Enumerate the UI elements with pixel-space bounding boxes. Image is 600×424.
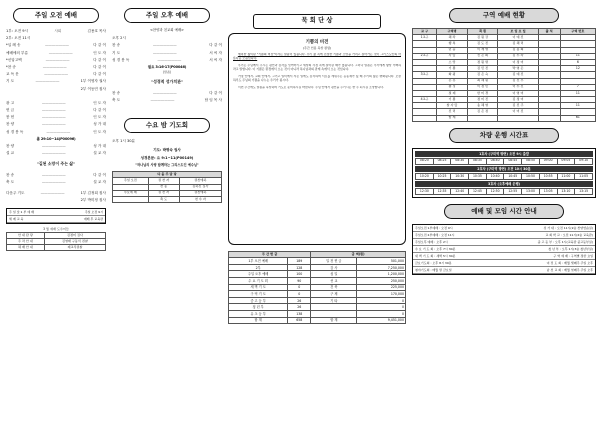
order-item: 교 독 문 ——————— 다 같 이 xyxy=(6,71,106,78)
order-item-person: 2부 박미정 집사 xyxy=(80,197,106,202)
bus-time: 13:05 xyxy=(539,189,557,195)
bus-time: 08:35 xyxy=(469,158,487,164)
bus-schedule-title: 차량 운행 시간표 xyxy=(449,128,559,143)
afternoon-order-list xyxy=(112,42,222,64)
bus-time: 11:00 xyxy=(557,174,575,180)
order-item-person: 다 같 이 xyxy=(93,43,106,48)
meeting-times-box xyxy=(412,224,596,275)
order-item: 찬 송 ——————— 다 같 이 xyxy=(112,42,222,49)
meeting-time-row: 주일오전 1부예배 : 오전 9시 성 가 대 : 오전 11시(2층 찬양연습실) xyxy=(415,226,593,231)
bus-time: 09:05 xyxy=(557,158,575,164)
offering-row: 유 초 등 부 138 0 xyxy=(229,310,406,317)
district-row: 4교구 기 쁨 정 미 진 김 정 미 xyxy=(413,97,596,103)
order-item: 축 도 ——————— 설 교 자 xyxy=(6,179,106,186)
order-item-person: 성 가 대 xyxy=(93,122,106,127)
district-row: 소 망 정 원 명 이 정 미 6 xyxy=(413,59,596,65)
order-item-label: 성 경 봉 독 xyxy=(112,57,130,62)
bus-time: 08:20 xyxy=(416,158,434,164)
meditation-body xyxy=(233,53,401,89)
leader-name: 김용호 목사 xyxy=(87,29,106,33)
service-time-2: 2부: 오전 11시 xyxy=(6,36,31,41)
bus-time: 12:40 xyxy=(451,189,469,195)
meditation-frame xyxy=(228,33,406,245)
bus-time: 10:55 xyxy=(539,174,557,180)
order-item-person: 다 같 이 xyxy=(93,108,106,113)
order-item-person: 인 도 자 xyxy=(93,50,106,55)
order-item-person: 다 같 이 xyxy=(93,57,106,62)
district-row: 충 성 이 정 민 이 수 진 7 xyxy=(413,84,596,90)
duty-row: 축 도 천 수 자 xyxy=(113,196,222,202)
order-item: 설 교 ——————— 설 교 자 xyxy=(6,150,106,157)
order-item-person: 인 도 자 xyxy=(93,129,106,134)
order-item-person: 설 교 자 xyxy=(93,180,106,185)
order-item-person: 다 같 이 xyxy=(209,43,222,48)
service-time-1: 1부: 오전 9시 xyxy=(6,29,28,33)
bus-time: 12:35 xyxy=(433,189,451,195)
worship-time-row xyxy=(6,35,106,42)
order-item-label: 기 도 xyxy=(112,50,121,55)
order-item-label: 예배에의 부름 xyxy=(6,50,28,55)
order-item: 성 경 봉 독 ——————— 인 도 자 xyxy=(6,129,106,136)
afternoon-worship-subtitle: <찬양과 친교회 예배> xyxy=(149,28,185,32)
order-item-person: 다 같 이 xyxy=(93,64,106,69)
order-item-label: 광 고 xyxy=(6,100,15,105)
bus-time: 09:00 xyxy=(539,158,557,164)
order-item: 성 경 봉 독 ——————— 서 씨 자 xyxy=(112,57,222,64)
meditation-title: 묵 회 단 상 xyxy=(253,14,381,29)
order-item-label: *찬 송 xyxy=(6,64,16,69)
meeting-time-row: 새 벽 기 도 회 : 새벽 5시 30분 구 역 예 배 : 구역별 정한 요일 xyxy=(415,254,593,259)
offering-row: 수 요 기 도 회 90 선 교 250,000 xyxy=(229,277,406,284)
morning-scripture: 롬 29:10~14(P00096) xyxy=(36,136,76,141)
district-row: 2교구 사 랑 신 은 희 김 수 라 11 xyxy=(413,53,596,59)
district-row: 절 제 한 미 경 이 영 미 11 xyxy=(413,90,596,96)
bus-time: 10:50 xyxy=(522,174,540,180)
district-row: 참 사 랑 송 혜 영 김 진 주 11 xyxy=(413,103,596,109)
district-row: 믿 음 이 재 영 김 용 희 xyxy=(413,47,596,53)
order-item-person: 1부 김정희 집사 xyxy=(80,190,106,195)
district-table: 교 구 구역명 목 원 모 임 요 일 출 석 구역 번호 1교구 혜 라 김 원 강 이 예 진 행 복 김 도 진 김 혜 리 믿 음 이 재 영 김 용 희 2교구 사 랑 신 은 희 김 수 라 11 소 망 정 원 명 이 정 미 6 기 쁨 김 민 진 박 영 은 12 3교구 화 평 김 은 숙 김 예 진 온 유 최 혜 원 김 진 우 충 성 이 정 민 이 수 진 7 절 제 한 미 경 이 영 미 11 4교구 기 쁨 정 미 진 김 정 미 참 사 랑 송 혜 영 김 진 주 11 진 리 김 은 정 이 미 진 합 계 61 xyxy=(412,28,596,122)
morning-sermon-title: "길된 소망이 주는 삶" xyxy=(36,161,76,167)
meeting-time-row: 금요기도회 : 오후 8시 30분 여 전 도 회 : 매월 셋째주 주일 오후 xyxy=(415,261,593,266)
meeting-time-row: 주일오후 예배 : 오후 2시 중 고 등 부 : 오후 1시(교육관 중고등부실) xyxy=(415,240,593,245)
order-item-person: 서 씨 자 xyxy=(209,57,222,62)
order-item: 예배에의 부름 ——————— 인 도 자 xyxy=(6,50,106,57)
meeting-times-title: 예배 및 모임 시간 안내 xyxy=(444,204,564,219)
order-item: 축 도 ——————— 담 임 목 사 xyxy=(112,97,222,104)
order-item-person: 인 도 자 xyxy=(93,100,106,105)
wednesday-sermon: "하나님의 사랑 함께하는 그리스도인 예수님" xyxy=(135,163,199,168)
next-week-duty-title: 다 음 주 담 당 xyxy=(113,172,222,178)
order-item-person: 2부 이동민 집사 xyxy=(80,86,106,91)
order-item: 찬 송 ——————— 다 같 이 xyxy=(6,172,106,179)
helper-row: 주 차 안 내 김영태 구동식 권찰 xyxy=(7,239,106,245)
order-item-person: 서 씨 자 xyxy=(209,50,222,55)
order-item-label: 찬 양 xyxy=(6,144,15,148)
order-item: 기 도 ——————— 서 씨 자 xyxy=(112,50,222,57)
order-item-label: 찬 양 xyxy=(6,122,15,127)
order-item-label: 성 경 봉 독 xyxy=(6,129,24,134)
morning-order-list xyxy=(6,42,106,135)
order-item: 다음주 기도 ——————— 1부 김정희 집사 xyxy=(6,190,106,197)
meditation-paragraph: 행복한 삶이란 "기쁨의 비전"이라는 말씀이 있습니다. 우리 삶 속에 진정한 기쁨과 소망을 가지고 살아가는 것이 그리스도인의 아름다운 모습입니다. xyxy=(233,53,401,61)
morning-worship-column xyxy=(6,8,106,251)
offering-row: 합 계 658 합 계 9,451,000 xyxy=(229,317,406,324)
district-row: 온 유 최 혜 원 김 진 우 xyxy=(413,78,596,84)
order-item-label: 기 도 xyxy=(6,79,15,84)
order-item-label: 축 도 xyxy=(112,98,121,103)
order-item: 찬 양 ——————— 성 가 대 xyxy=(6,121,106,128)
bus-time: 10:30 xyxy=(451,174,469,180)
bus-time: 10:40 xyxy=(486,174,504,180)
afternoon-sermon-title: "성경적 성가치관" xyxy=(151,79,183,85)
bus-time: 08:30 xyxy=(451,158,469,164)
order-item: 헌 금 ——————— 다 같 이 xyxy=(6,107,106,114)
order-item xyxy=(6,197,106,204)
offering-table xyxy=(228,251,406,324)
order-item xyxy=(6,93,106,100)
bus-time: 10:20 xyxy=(416,174,434,180)
duty-row: 수요예 배 권 찬 자 권찬애하 xyxy=(113,190,222,196)
misc-info-row: 주 일 낮 1 부 예 배 주일 오전 9시 xyxy=(9,210,103,214)
meeting-time-row: 수 요 기 도 회 : 오후 7시 30분 청 년 부 : 오후 1시(3층 청년부실) xyxy=(415,247,593,252)
order-item-label: 헌 금 xyxy=(6,108,15,113)
order-item: *입 례 송 ——————— 다 같 이 xyxy=(6,42,106,49)
meditation-paragraph: 우리는 주님께서 주시는 평안과 감사를 잊어버리고 세상의 걱정 속에 살아갈 때가 많습니다. 그러나 말씀은 우리에게 항상 기뻐하라고 말합니다. 이 기쁨은 환경에서 오는 것이 아니라 하나님과의 관계 속에서 오는 것입니다. xyxy=(233,64,401,72)
district-row: 진 리 김 은 정 이 미 진 xyxy=(413,109,596,115)
order-item-person: 1부 이영자 권사 xyxy=(80,79,106,84)
order-item-person: 다 같 이 xyxy=(209,90,222,95)
district-row: 기 쁨 김 민 진 박 영 은 12 xyxy=(413,66,596,72)
bus-time: 10:25 xyxy=(433,174,451,180)
order-item-label: 찬 송 xyxy=(112,43,121,48)
duty-row: 주일 오전 권 찬 자 권찬애하 xyxy=(113,178,222,184)
afternoon-worship-column xyxy=(112,8,222,203)
order-item-label: 축 도 xyxy=(6,180,15,185)
misc-info-box xyxy=(6,208,106,224)
bus-route-2: 2호차 (구미역 방면) 오전 10시 30분 xyxy=(415,166,593,172)
order-item-person: 설 교 자 xyxy=(93,151,106,156)
order-item: *찬 송 ——————— 다 같 이 xyxy=(6,64,106,71)
district-row: 행 복 김 도 진 김 혜 리 xyxy=(413,41,596,47)
bus-time: 08:50 xyxy=(522,158,540,164)
order-item-label: 교 독 문 xyxy=(6,72,19,77)
bus-time: 12:45 xyxy=(469,189,487,195)
bus-route-1: 1호차 (구미역 방면) 오전 9시 출발 xyxy=(415,151,593,157)
offering-row: 1부 오전 예배 189 일 천 헌 금 501,000 xyxy=(229,258,406,265)
bus-time: 08:25 xyxy=(433,158,451,164)
order-item: 찬 송 ——————— 다 같 이 xyxy=(112,90,222,97)
helpers-table xyxy=(6,232,106,252)
next-week-duty-table xyxy=(112,171,222,203)
morning-order-list-3 xyxy=(6,172,106,186)
morning-order-list-2 xyxy=(6,143,106,157)
afternoon-time: 오후 2시 xyxy=(112,36,126,41)
offering-head-1: 주 간 헌 금 xyxy=(229,252,311,258)
wednesday-prayer-title: 수요 밤 기도회 xyxy=(124,118,210,133)
order-item-label: *신앙고백 xyxy=(6,57,22,62)
offering-head-3: 금 액(원) xyxy=(311,252,406,258)
bus-time: 13:10 xyxy=(557,189,575,195)
offering-row: 2부 128 감 사 7,250,000 xyxy=(229,264,406,271)
helpers-table-title: 3 월 예배 도우미들 xyxy=(43,227,69,231)
bus-schedule-box xyxy=(412,148,596,199)
offering-row: 새 벽 기 도 0 건 축 225,000 xyxy=(229,284,406,291)
bus-time: 12:55 xyxy=(504,189,522,195)
worship-time-row xyxy=(6,28,106,35)
order-item-person: 성 가 대 xyxy=(93,144,106,148)
helper-row: 안 내 담 당 김정미 집사 xyxy=(7,232,106,238)
offering-row: 중 고 등 부 26 기 타 0 xyxy=(229,297,406,304)
order-item: 봉 헌 ——————— 인 도 자 xyxy=(6,114,106,121)
meditation-paragraph: 가정 안에서, 교회 안에서, 그리고 일터에서 작은 일에도 감사하며 서로를 세워주는 공동체가 될 때 우리의 삶은 변화됩니다. 오늘 하루도 주님의 기쁨을 나누는 우리가 됩시다. xyxy=(233,74,401,82)
afternoon-worship-title: 주일 오후 예배 xyxy=(124,8,210,23)
order-item-person: 다 같 이 xyxy=(93,72,106,77)
district-title: 구역 예배 현황 xyxy=(449,8,559,23)
district-row: 1교구 혜 라 김 원 강 이 예 진 xyxy=(413,35,596,41)
morning-worship-title: 주일 오전 예배 xyxy=(13,8,99,23)
order-item-label: 봉 헌 xyxy=(6,115,15,120)
afternoon-scripture-note: (말씀) xyxy=(162,70,172,75)
order-item: 광 고 ——————— 인 도 자 xyxy=(6,100,106,107)
order-item: 찬 양 ——————— 성 가 대 xyxy=(6,143,106,150)
bus-time: 12:30 xyxy=(416,189,434,195)
order-item-label: 찬 송 xyxy=(6,173,15,178)
order-item-label: 설 교 xyxy=(6,151,15,156)
wednesday-scripture: 성경본문: 요 9:1~11(P00149) xyxy=(140,155,194,160)
bus-time: 11:05 xyxy=(575,174,593,180)
order-item-person: 다 같 이 xyxy=(93,173,106,178)
duty-row: 찬 송 김하진 집사 xyxy=(113,184,222,190)
district-column xyxy=(412,8,596,275)
offering-row: 구 역 기 도 0 구 제 170,000 xyxy=(229,291,406,298)
bus-route-3: 3호차 (오후예배 운행) xyxy=(415,181,593,187)
bus-time: 10:35 xyxy=(469,174,487,180)
offering-row: 주일 오후 예배 100 십 일 1,200,000 xyxy=(229,271,406,278)
bus-time: 08:45 xyxy=(504,158,522,164)
bus-time: 08:40 xyxy=(486,158,504,164)
meditation-paragraph: 이번 주간에도 말씀을 묵상하며 기도로 준비하시길 바랍니다. 주님 안에서 평안을 누리시는 한 주 되시길 소망합니다. xyxy=(238,85,384,89)
meditation-subheading: (주간 인용 묵상 칼럼) xyxy=(302,45,332,50)
leader-label: 사회 xyxy=(54,29,61,33)
misc-info-row: 세 례 교 육 예배 후 교육관 xyxy=(9,217,103,221)
order-item xyxy=(6,86,106,93)
order-item-person: 담 임 목 사 xyxy=(204,98,222,103)
order-item-person: 인 도 자 xyxy=(93,115,106,120)
bus-time: 12:50 xyxy=(486,189,504,195)
order-item: 기 도 ——————— 1부 이영자 권사 xyxy=(6,78,106,85)
meditation-heading: 기쁨의 비전 xyxy=(305,40,329,45)
order-item-label: 다음주 기도 xyxy=(6,190,25,195)
offering-row: 청 년 부 26 0 xyxy=(229,304,406,311)
meeting-time-row: 철야기도회 : 매월 말 금요일 남 선 교 회 : 매월 첫째주 주일 오후 xyxy=(415,268,593,273)
meditation-column xyxy=(228,8,406,324)
district-row: 합 계 61 xyxy=(413,115,596,121)
afternoon-order-list-2 xyxy=(112,90,222,104)
district-row: 3교구 화 평 김 은 숙 김 예 진 xyxy=(413,72,596,78)
order-item-label: 찬 송 xyxy=(112,90,121,95)
next-week-prayer xyxy=(6,190,106,204)
bus-time: 13:00 xyxy=(522,189,540,195)
bus-time: 09:10 xyxy=(575,158,593,164)
bus-time: 10:45 xyxy=(504,174,522,180)
meeting-time-row: 주일오전 2부예배 : 오전 11시 교 회 학 교 : 오전 11시(2층 교육관) xyxy=(415,233,593,238)
order-item: *신앙고백 ——————— 다 같 이 xyxy=(6,57,106,64)
afternoon-scripture: 필요 3:16-17(P00046) xyxy=(147,65,187,69)
wednesday-leader: 기도: 박병숙 권사 xyxy=(153,148,181,153)
bus-time: 13:15 xyxy=(575,189,593,195)
wednesday-time: 오후 1시 30분 xyxy=(112,139,136,144)
helper-row: 헤 배 안 내 제교직권찰 xyxy=(7,245,106,251)
order-item-label: *입 례 송 xyxy=(6,43,21,48)
